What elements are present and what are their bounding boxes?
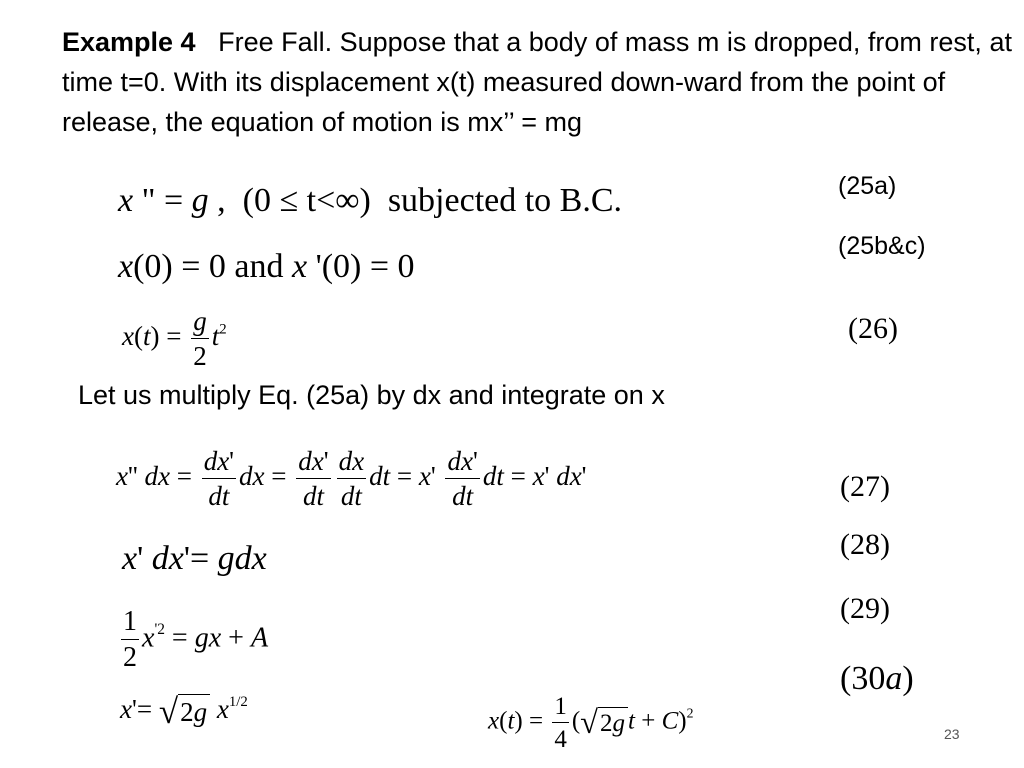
equation-30a: x'= √ 2g $x^{1/2}$	[120, 692, 248, 732]
equation-26: x(t) = $\frac{g}{2}$ $t^2$	[122, 306, 227, 371]
example-heading: Example 4	[62, 27, 196, 57]
label-29: (29)	[840, 592, 890, 625]
problem-text: Free Fall. Suppose that a body of mass m is dropped, from rest, at time t=0. With its displacement x(t) measured down-ward from the point of release, the equation of motion is mx’’ = mg	[62, 27, 1012, 137]
equation-25bc-and: and	[234, 248, 284, 285]
label-26: (26)	[848, 312, 898, 345]
label-30a: (30a)	[840, 660, 914, 697]
square-root: √ 2g	[159, 694, 210, 729]
problem-statement	[62, 22, 1022, 142]
label-27: (27)	[840, 470, 890, 503]
equation-29: $\frac{1}{2}$ $x^{'2}$ = gx + A	[123, 606, 269, 673]
constant-c: C	[661, 707, 679, 735]
constant-a: A	[250, 622, 269, 654]
label-28: (28)	[840, 528, 890, 561]
label-25a: (25a)	[838, 172, 897, 200]
fraction-g-over-2: $\frac{g}{2}$	[193, 306, 207, 371]
equation-25a: x " = g , (0 ≤ t<∞) subjected to B.C.	[118, 182, 623, 219]
page-number: 23	[944, 726, 960, 742]
equation-30b: x(t) = $\frac{1}{4}$ ( √ 2g t + C)$^2$	[488, 693, 694, 753]
multiply-instruction: Let us multiply Eq. (25a) by dx and integrate on x	[78, 380, 665, 410]
equation-25a-range: (0 ≤ t<∞)	[242, 182, 371, 219]
equation-25bc: x(0) = 0 and x '(0) = 0	[118, 248, 415, 285]
equation-25a-text: subjected to B.C.	[387, 182, 623, 219]
equation-27: x'' dx = $\frac{dx'}{dt}$ dx = $\frac{dx'}{dt}$ $\frac{dx}{dt}$ dt = x' $\frac{dx'}{dt}$ dt = x' dx'	[116, 446, 587, 511]
label-25bc: (25b&c)	[838, 232, 926, 260]
equation-28: x' dx'= gdx	[122, 540, 267, 577]
